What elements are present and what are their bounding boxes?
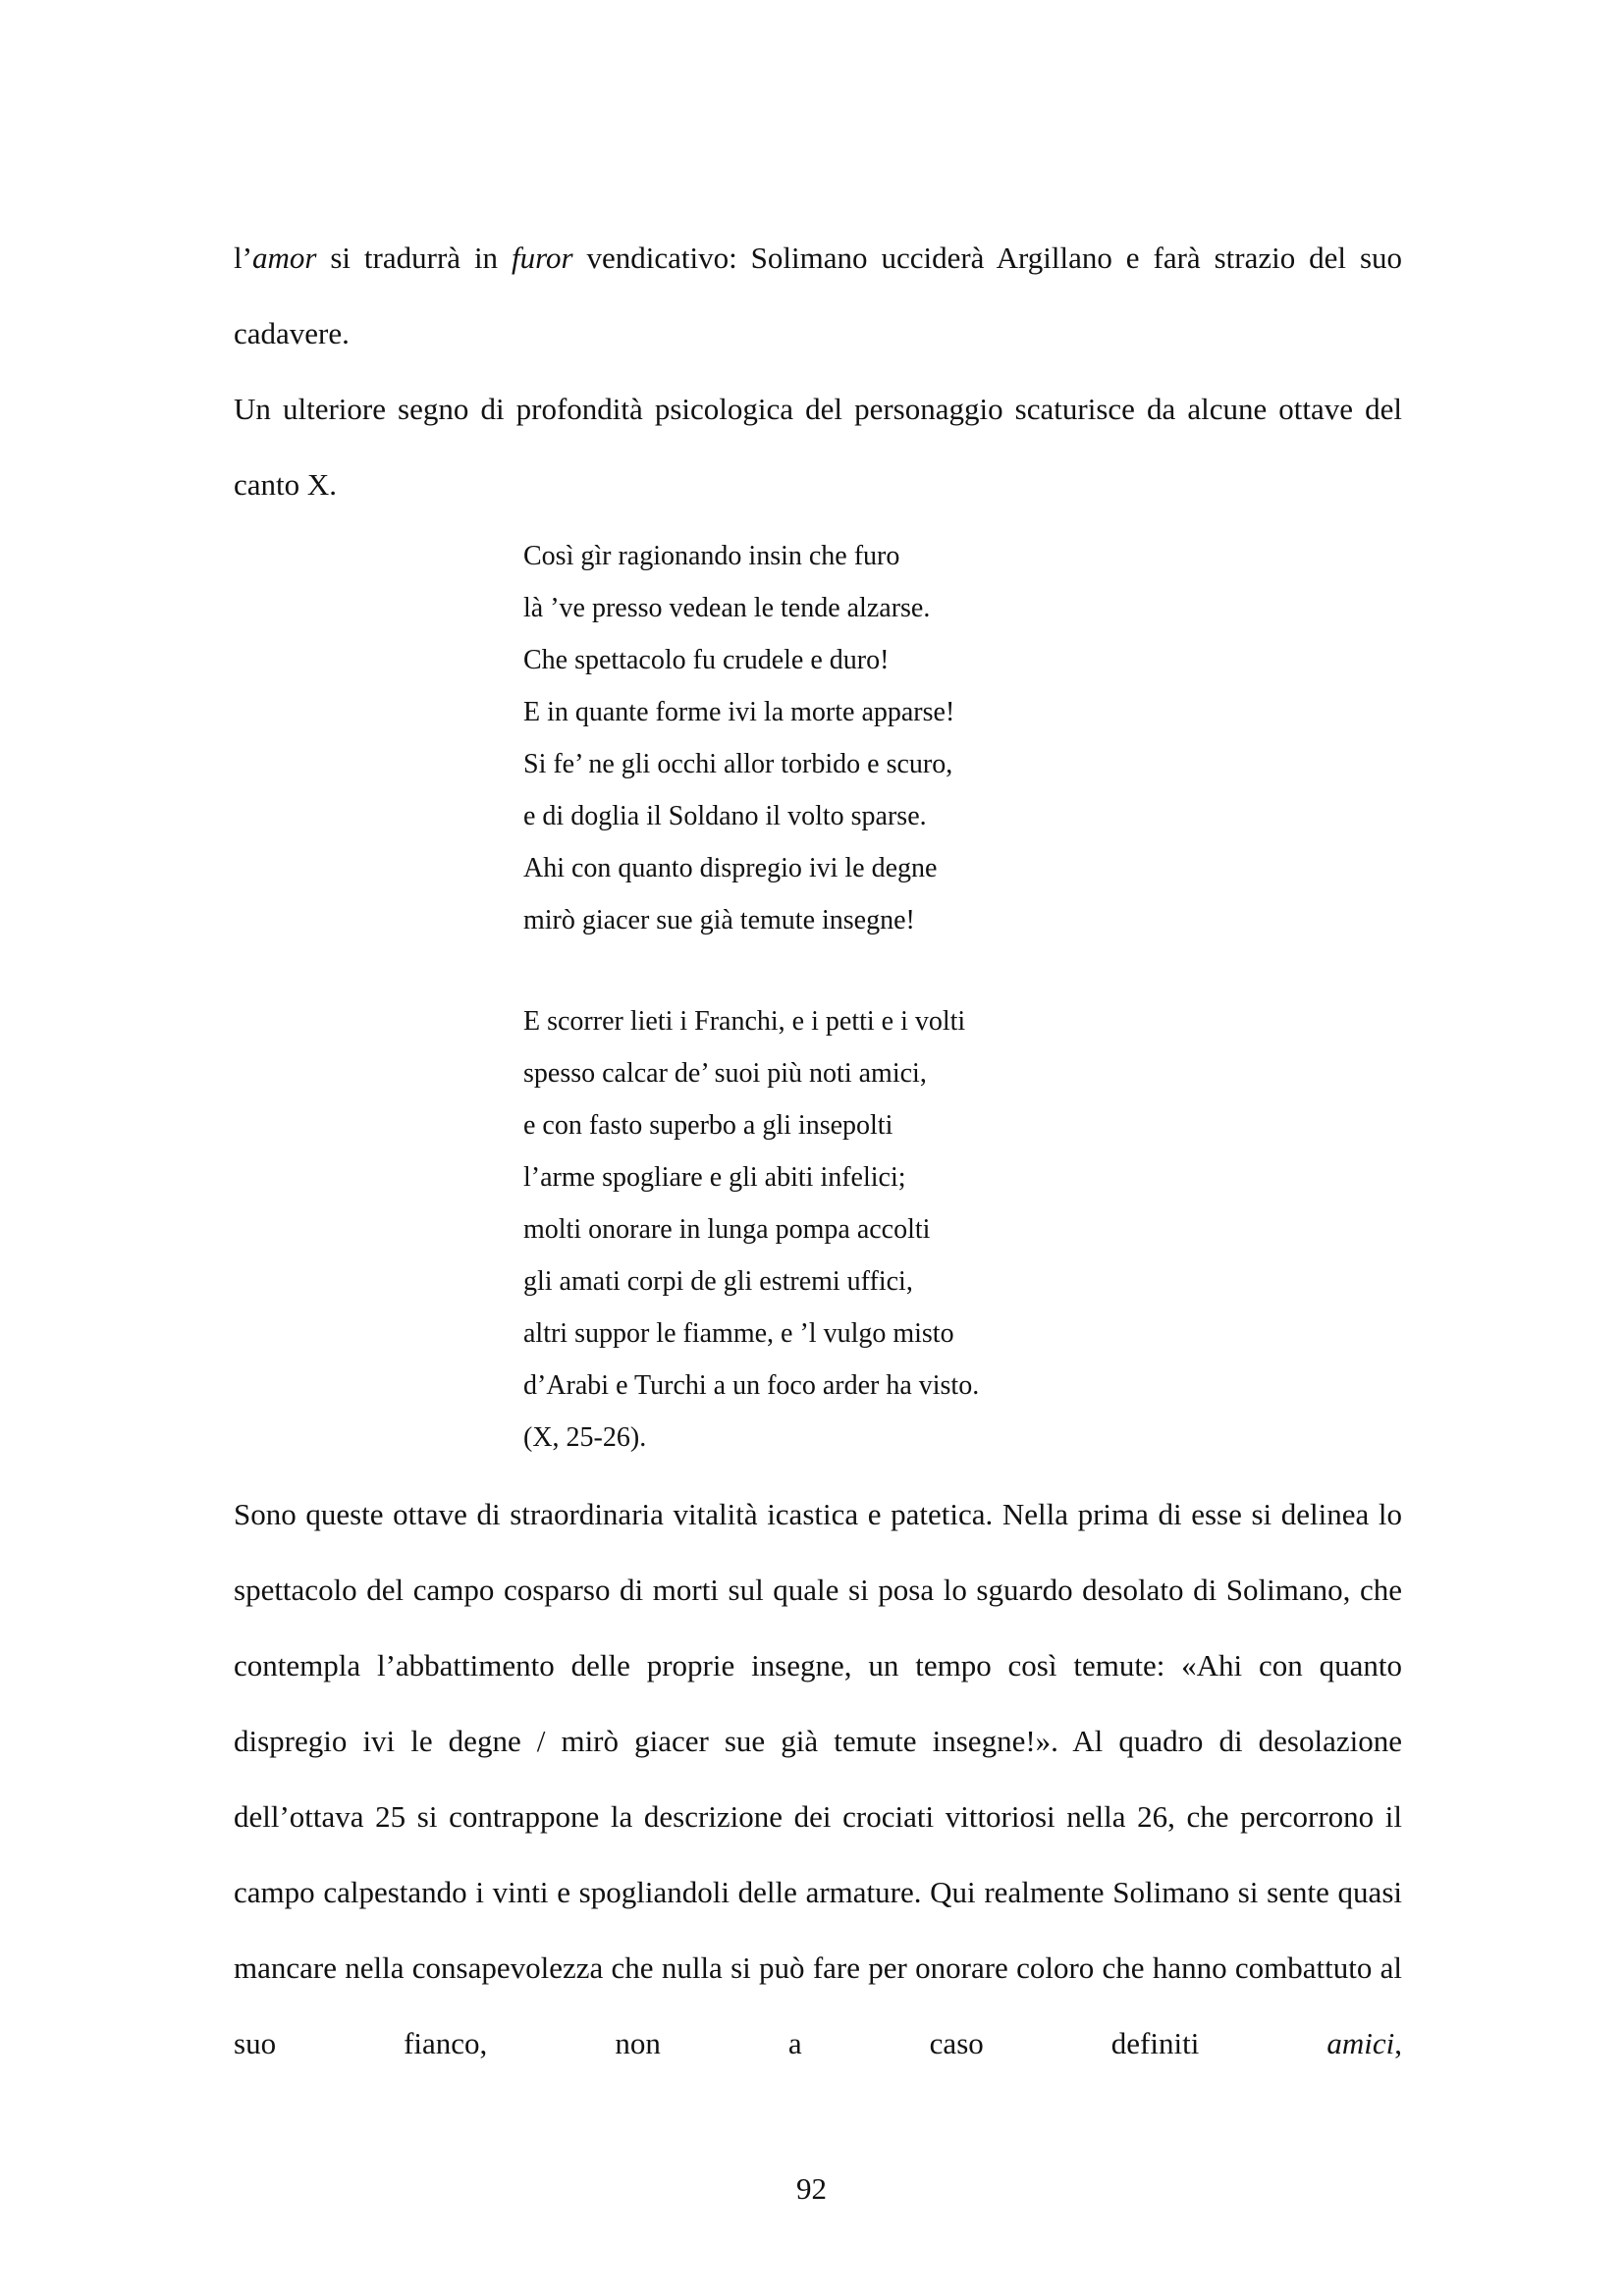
para3-text: Sono queste ottave di straordinaria vitalità icastica e patetica. Nella prima di esse si delinea lo spettacolo del campo cosparso di morti sul quale si posa lo sguardo desolato di Solimano, che contempla l’abbattimento delle proprie insegne, un tempo così temute: «Ahi con quanto dispregio ivi le degne / mirò giacer sue già temute insegne!». Al quadro di desolazione dell’ottava 25 si contrappone la descrizione dei crociati vittoriosi nella 26, che percorrono il campo calpestando i vinti e spogliandoli delle armature. Qui realmente Solimano si sente quasi mancare nella consapevolezza che nulla si può fare per onorare coloro che hanno combattuto al suo fianco, non a caso definiti	[234, 1497, 1402, 2060]
verse-line: l’arme spogliare e gli abiti infelici;	[523, 1162, 906, 1193]
para1-rest: vendicativo: Solimano ucciderà Argillano e farà strazio del suo cadavere.	[234, 240, 1403, 350]
verse-line: là ’ve presso vedean le tende alzarse.	[523, 593, 931, 623]
paragraph-amor-furor	[234, 220, 1402, 371]
term-amor: amor	[251, 240, 317, 275]
verse-line: Si fe’ ne gli occhi allor torbido e scuro,	[523, 749, 953, 779]
verse-citation: (X, 25-26).	[523, 1422, 647, 1453]
verse-line: mirò giacer sue già temute insegne!	[523, 905, 915, 935]
verse-line: altri suppor le fiamme, e ’l vulgo misto	[523, 1318, 954, 1349]
paragraph-commentary	[234, 1476, 1402, 2081]
para3-tail: ,	[1394, 2026, 1402, 2060]
page-number: 92	[796, 2171, 827, 2206]
verse-stanza-25	[523, 530, 1132, 946]
para1-lead: l’	[234, 240, 252, 275]
verse-stanza-26	[523, 995, 1132, 1464]
verse-line: Ahi con quanto dispregio ivi le degne	[523, 853, 938, 883]
verse-line: e con fasto superbo a gli insepolti	[523, 1110, 893, 1141]
verse-line: e di doglia il Soldano il volto sparse.	[523, 801, 927, 831]
verse-line: spesso calcar de’ suoi più noti amici,	[523, 1058, 927, 1089]
verse-line: Che spettacolo fu crudele e duro!	[523, 645, 890, 675]
verse-line: E scorrer lieti i Franchi, e i petti e i volti	[523, 1006, 966, 1037]
para2-text: Un ulteriore segno di profondità psicologica del personaggio scaturisce da alcune ottave del canto X.	[234, 392, 1402, 502]
term-furor: furor	[512, 240, 573, 275]
verse-line: molti onorare in lunga pompa accolti	[523, 1214, 931, 1245]
term-amici: amici	[1326, 2026, 1395, 2060]
paragraph-canto-x-intro	[234, 371, 1402, 522]
verse-line: gli amati corpi de gli estremi uffici,	[523, 1266, 913, 1297]
verse-line: E in quante forme ivi la morte apparse!	[523, 697, 955, 727]
verse-line: Così gìr ragionando insin che furo	[523, 541, 900, 571]
verse-line: d’Arabi e Turchi a un foco arder ha visto.	[523, 1370, 980, 1401]
para1-mid: si tradurrà in	[316, 240, 512, 275]
